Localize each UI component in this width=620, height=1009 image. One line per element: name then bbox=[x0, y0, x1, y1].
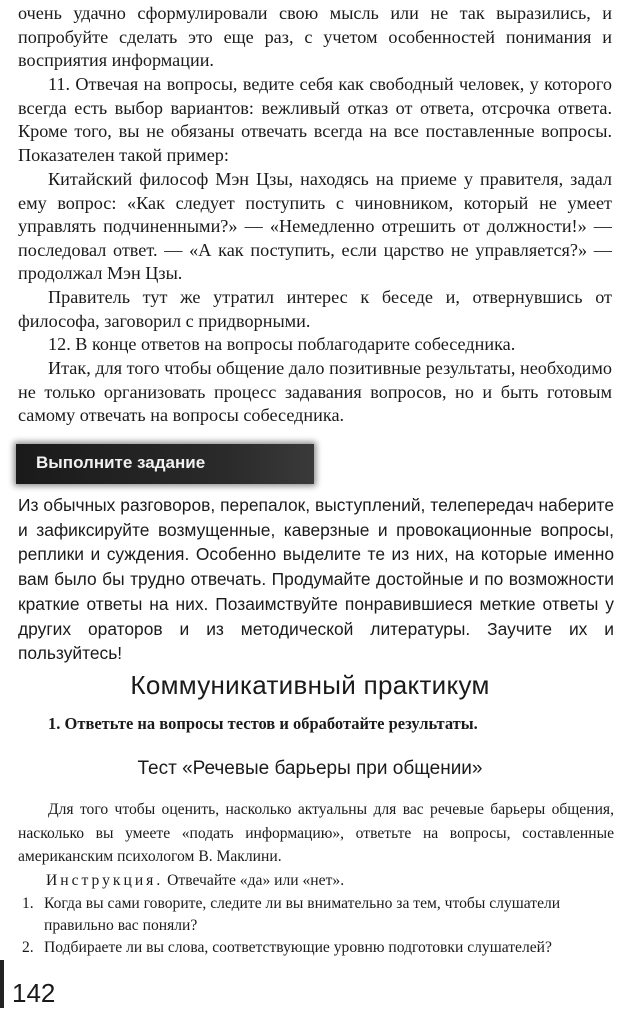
question-heading: 1. Ответьте на вопросы тестов и обработайте результаты. bbox=[48, 714, 478, 733]
task-text: Из обычных разговоров, перепалок, выступлений, телепередач наберите и зафиксируйте возмущенные, каверзные и провокационные вопросы, реплики и суждения. Особенно выделите те из них, на которые именно вам было бы трудно отвечать. Продумайте достойные и по возможности краткие ответы на них. Позаимствуйте понравившиеся меткие ответы у других ораторов и из методической литературы. Заучите их и пользуйтесь! bbox=[18, 495, 614, 664]
instruction-line bbox=[46, 872, 344, 890]
paragraph-example: Китайский философ Мэн Цзы, находясь на приеме у правителя, задал ему вопрос: «Как следует поступить с чиновником, который не умеет управлять подчиненными?» — «Немедленно отрешить от должности!» — последовал ответ. — «А как поступить, если царство не управляется?» — продолжал Мэн Цзы. bbox=[18, 169, 612, 284]
section-title: Коммуникативный практикум bbox=[130, 670, 490, 700]
paragraph-conclusion: Итак, для того чтобы общение дало позитивные результаты, необходимо не только организовать процесс задавания вопросов, но и быть готовым самому отвечать на вопросы собеседника. bbox=[18, 358, 612, 426]
test-title: Тест «Речевые барьеры при общении» bbox=[137, 758, 483, 779]
instruction-label: Инструкция. bbox=[46, 872, 164, 889]
item-number: 1. bbox=[22, 895, 34, 912]
page-edge-bar bbox=[0, 960, 4, 1008]
test-intro: Для того чтобы оценить, насколько актуальны для вас речевые барьеры общения, насколько вы умеете «подать информацию», ответьте на вопросы, составленные американским психологом В. Маклини. bbox=[18, 801, 614, 866]
task-banner bbox=[16, 444, 314, 484]
paragraph-continuation: очень удачно сформулировали свою мысль или не так выразились, и попробуйте сделать это еще раз, с учетом особенностей понимания и восприятия информации. bbox=[18, 3, 612, 71]
item-text: Когда вы сами говорите, следите ли вы внимательно за тем, чтобы слушатели правильно вас поняли? bbox=[44, 895, 561, 934]
item-number: 2. bbox=[22, 939, 34, 956]
instruction-text: Отвечайте «да» или «нет». bbox=[167, 872, 345, 889]
item-text: Подбираете ли вы слова, соответствующие уровню подготовки слушателей? bbox=[44, 939, 552, 956]
paragraph-point-12: 12. В конце ответов на вопросы поблагодарите собеседника. bbox=[48, 334, 516, 354]
task-banner-label: Выполните задание bbox=[36, 453, 206, 472]
paragraph-ruler: Правитель тут же утратил интерес к беседе и, отвернувшись от философа, заговорил с придворными. bbox=[18, 287, 612, 331]
paragraph-point-11: 11. Отвечая на вопросы, ведите себя как свободный человек, у которого всегда есть выбор вариантов: вежливый отказ от ответа, отсрочка ответа. Кроме того, вы не обязаны отвечать всегда на все поставленные вопросы. Показателен такой пример: bbox=[18, 74, 612, 165]
page-number: 142 bbox=[12, 978, 56, 1008]
